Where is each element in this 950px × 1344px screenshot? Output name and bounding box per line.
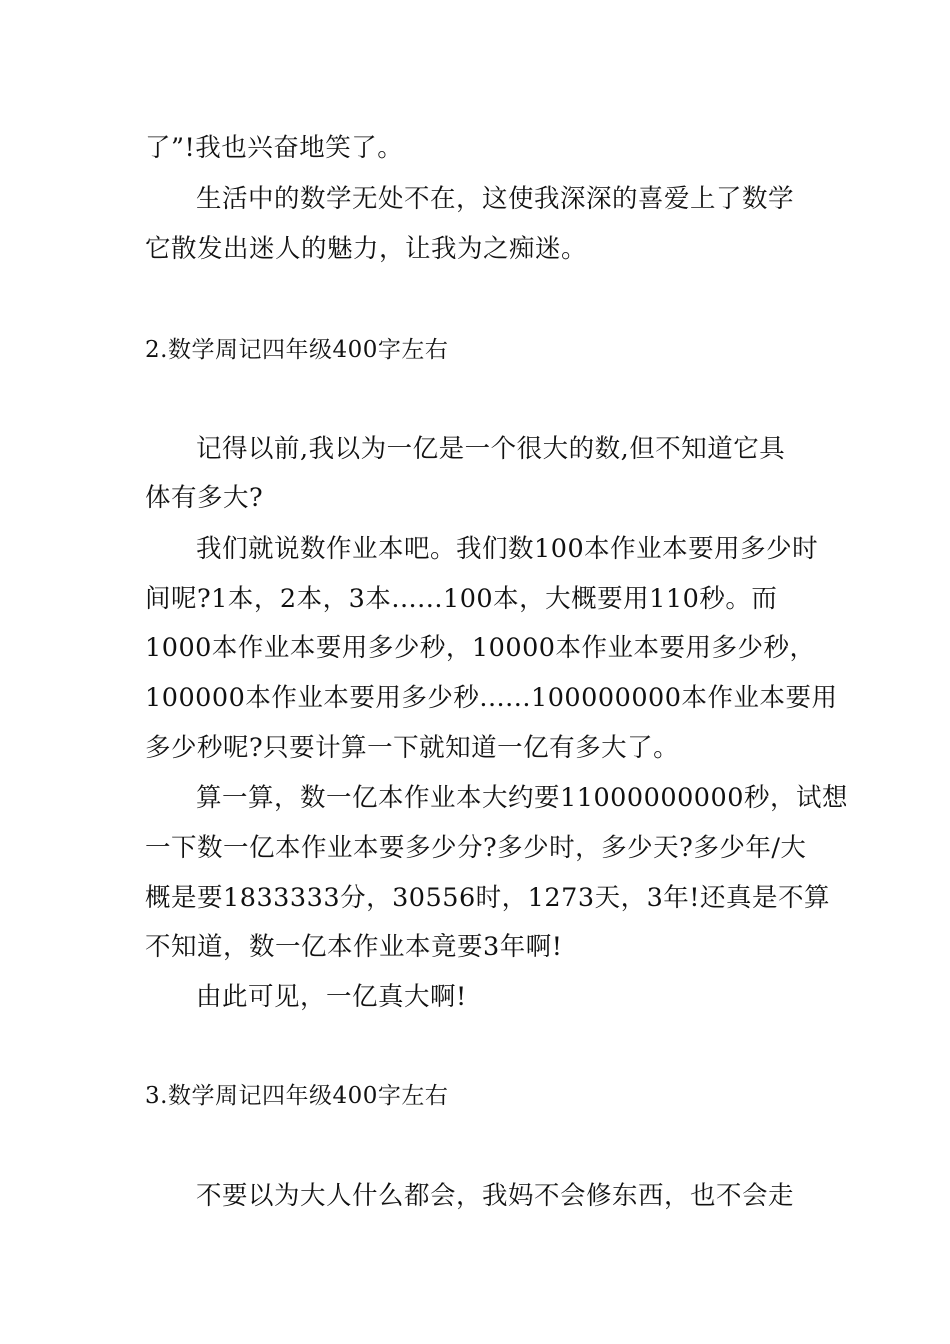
paragraph-line: 1000本作业本要用多少秒，10000本作业本要用多少秒， [145,633,816,663]
paragraph-line: 记得以前,我以为一亿是一个很大的数,但不知道它具 [196,434,786,464]
paragraph-line: 了”!我也兴奋地笑了。 [145,133,404,163]
paragraph-line: 多少秒呢?只要计算一下就知道一亿有多大了。 [145,733,680,763]
paragraph-line: 我们就说数作业本吧。我们数100本作业本要用多少时 [196,534,819,564]
paragraph-line: 不知道，数一亿本作业本竟要3年啊! [145,932,563,962]
paragraph-line: 生活中的数学无处不在，这使我深深的喜爱上了数学 [196,184,795,214]
section-heading: 3.数学周记四年级400字左右 [145,1083,449,1109]
section-heading: 2.数学周记四年级400字左右 [145,337,449,363]
paragraph-line: 由此可见，一亿真大啊! [196,982,467,1012]
paragraph-line: 不要以为大人什么都会，我妈不会修东西，也不会走 [196,1181,795,1211]
paragraph-line: 间呢?1本，2本，3本......100本，大概要用110秒。而 [145,584,778,614]
paragraph-line: 一下数一亿本作业本要多少分?多少时，多少天?多少年/大 [145,833,807,863]
paragraph-line: 概是要1833333分，30556时，1273天，3年!还真是不算 [145,883,831,913]
paragraph-line: 它散发出迷人的魅力，让我为之痴迷。 [145,234,588,264]
paragraph-line: 算一算，数一亿本作业本大约要11000000000秒，试想 [196,783,848,813]
paragraph-line: 体有多大? [145,483,264,513]
paragraph-line: 100000本作业本要用多少秒......100000000本作业本要用 [145,683,838,713]
